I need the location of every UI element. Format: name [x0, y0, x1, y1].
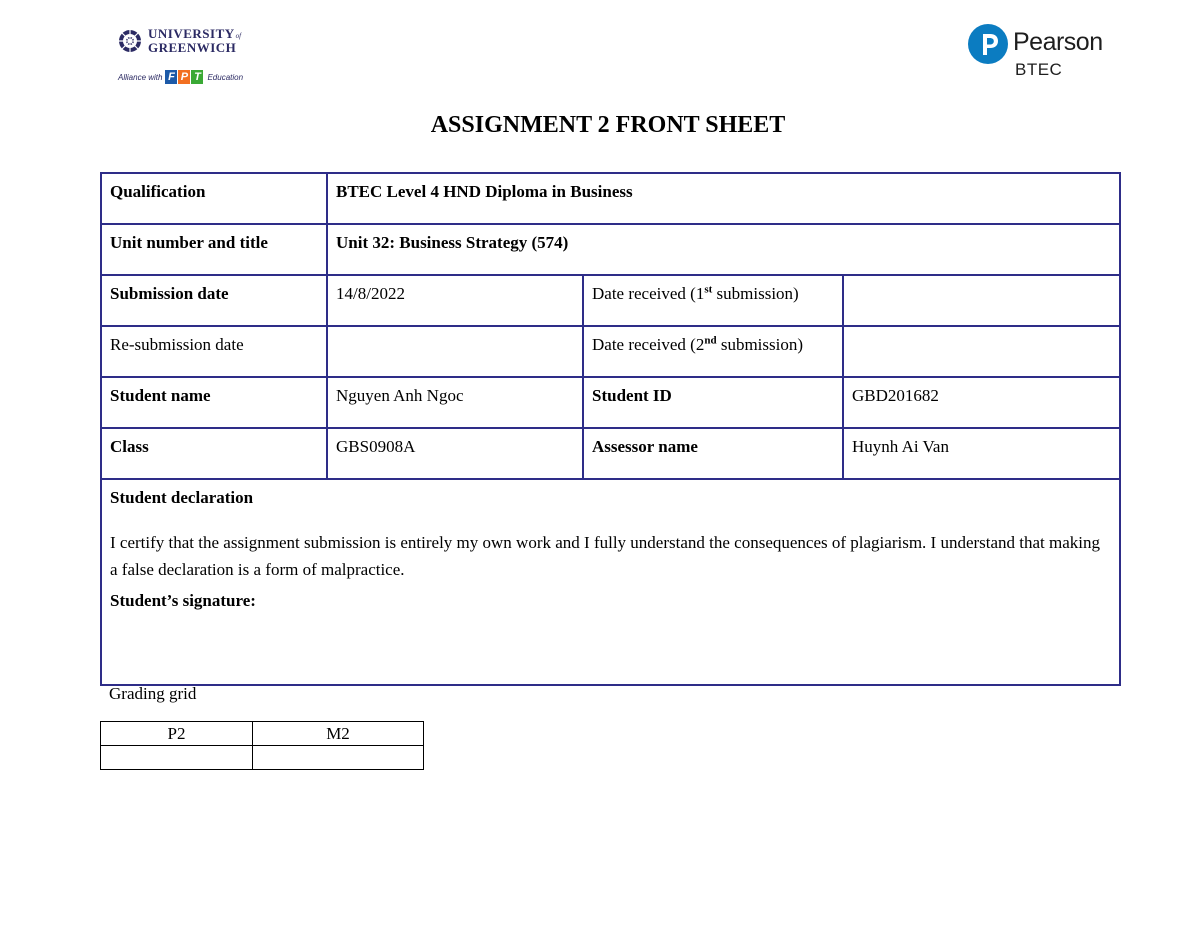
unit-label: Unit number and title	[101, 224, 327, 275]
fpt-letter-p: P	[178, 70, 190, 84]
student-name-value: Nguyen Anh Ngoc	[327, 377, 583, 428]
greenwich-crest-icon	[118, 29, 142, 53]
fpt-logo	[165, 70, 204, 84]
university-name-of: of	[235, 32, 242, 40]
fpt-alliance-tagline	[118, 70, 243, 84]
signature-label: Student’s signature:	[110, 591, 256, 610]
date-received-2-sup: nd	[704, 334, 717, 347]
class-value: GBS0908A	[327, 428, 583, 479]
student-declaration-cell	[101, 479, 1120, 685]
btec-wordmark: BTEC	[1015, 60, 1063, 79]
grading-value-m2	[253, 746, 424, 770]
pearson-wordmark: Pearson	[1013, 28, 1103, 56]
grading-value-row	[101, 746, 424, 770]
grading-header-p2: P2	[101, 722, 253, 746]
alliance-prefix: Alliance with	[118, 72, 163, 82]
date-received-2-prefix: Date received (2	[592, 335, 705, 354]
row-declaration	[101, 479, 1120, 685]
alliance-suffix: Education	[207, 72, 244, 82]
fpt-letter-t: T	[191, 70, 203, 84]
fpt-letter-f: F	[165, 70, 177, 84]
date-received-2-suffix: submission)	[716, 335, 804, 354]
student-name-label: Student name	[101, 377, 327, 428]
date-received-1-suffix: submission)	[712, 284, 799, 303]
grading-value-p2	[101, 746, 253, 770]
unit-value: Unit 32: Business Strategy (574)	[327, 224, 1120, 275]
date-received-1-sup: st	[704, 283, 713, 296]
grading-header-m2: M2	[253, 722, 424, 746]
student-id-value: GBD201682	[843, 377, 1120, 428]
date-received-1-value	[843, 275, 1120, 326]
row-student	[101, 377, 1120, 428]
pearson-p-icon	[968, 24, 1008, 64]
row-class	[101, 428, 1120, 479]
date-received-2-value	[843, 326, 1120, 377]
row-submission	[101, 275, 1120, 326]
row-resubmission	[101, 326, 1120, 377]
submission-date-value: 14/8/2022	[327, 275, 583, 326]
qualification-value: BTEC Level 4 HND Diploma in Business	[327, 173, 1120, 224]
page-title: ASSIGNMENT 2 FRONT SHEET	[430, 112, 786, 138]
submission-date-label: Submission date	[101, 275, 327, 326]
pearson-btec-logo	[968, 24, 1118, 84]
student-id-label: Student ID	[583, 377, 843, 428]
date-received-2-label	[583, 326, 843, 377]
assessor-name-label: Assessor name	[583, 428, 843, 479]
grading-grid-label: Grading grid	[109, 684, 197, 703]
row-unit	[101, 224, 1120, 275]
grading-header-row	[101, 722, 424, 746]
date-received-1-label	[583, 275, 843, 326]
declaration-heading: Student declaration	[110, 488, 254, 507]
class-label: Class	[101, 428, 327, 479]
resubmission-date-label: Re-submission date	[101, 326, 327, 377]
grading-grid-table	[100, 721, 424, 770]
university-name-line1: UNIVERSITY	[148, 26, 235, 41]
declaration-text: I certify that the assignment submission is entirely my own work and I fully understand the consequences of plagiarism. I understand that making a false declaration is a form of malpractice.	[110, 533, 1101, 579]
assessor-name-value: Huynh Ai Van	[843, 428, 1120, 479]
date-received-1-prefix: Date received (1	[592, 284, 705, 303]
greenwich-logo	[108, 22, 258, 92]
front-sheet-table	[100, 172, 1121, 686]
university-name-line2: GREENWICH	[148, 40, 237, 55]
qualification-label: Qualification	[101, 173, 327, 224]
resubmission-date-value	[327, 326, 583, 377]
row-qualification	[101, 173, 1120, 224]
